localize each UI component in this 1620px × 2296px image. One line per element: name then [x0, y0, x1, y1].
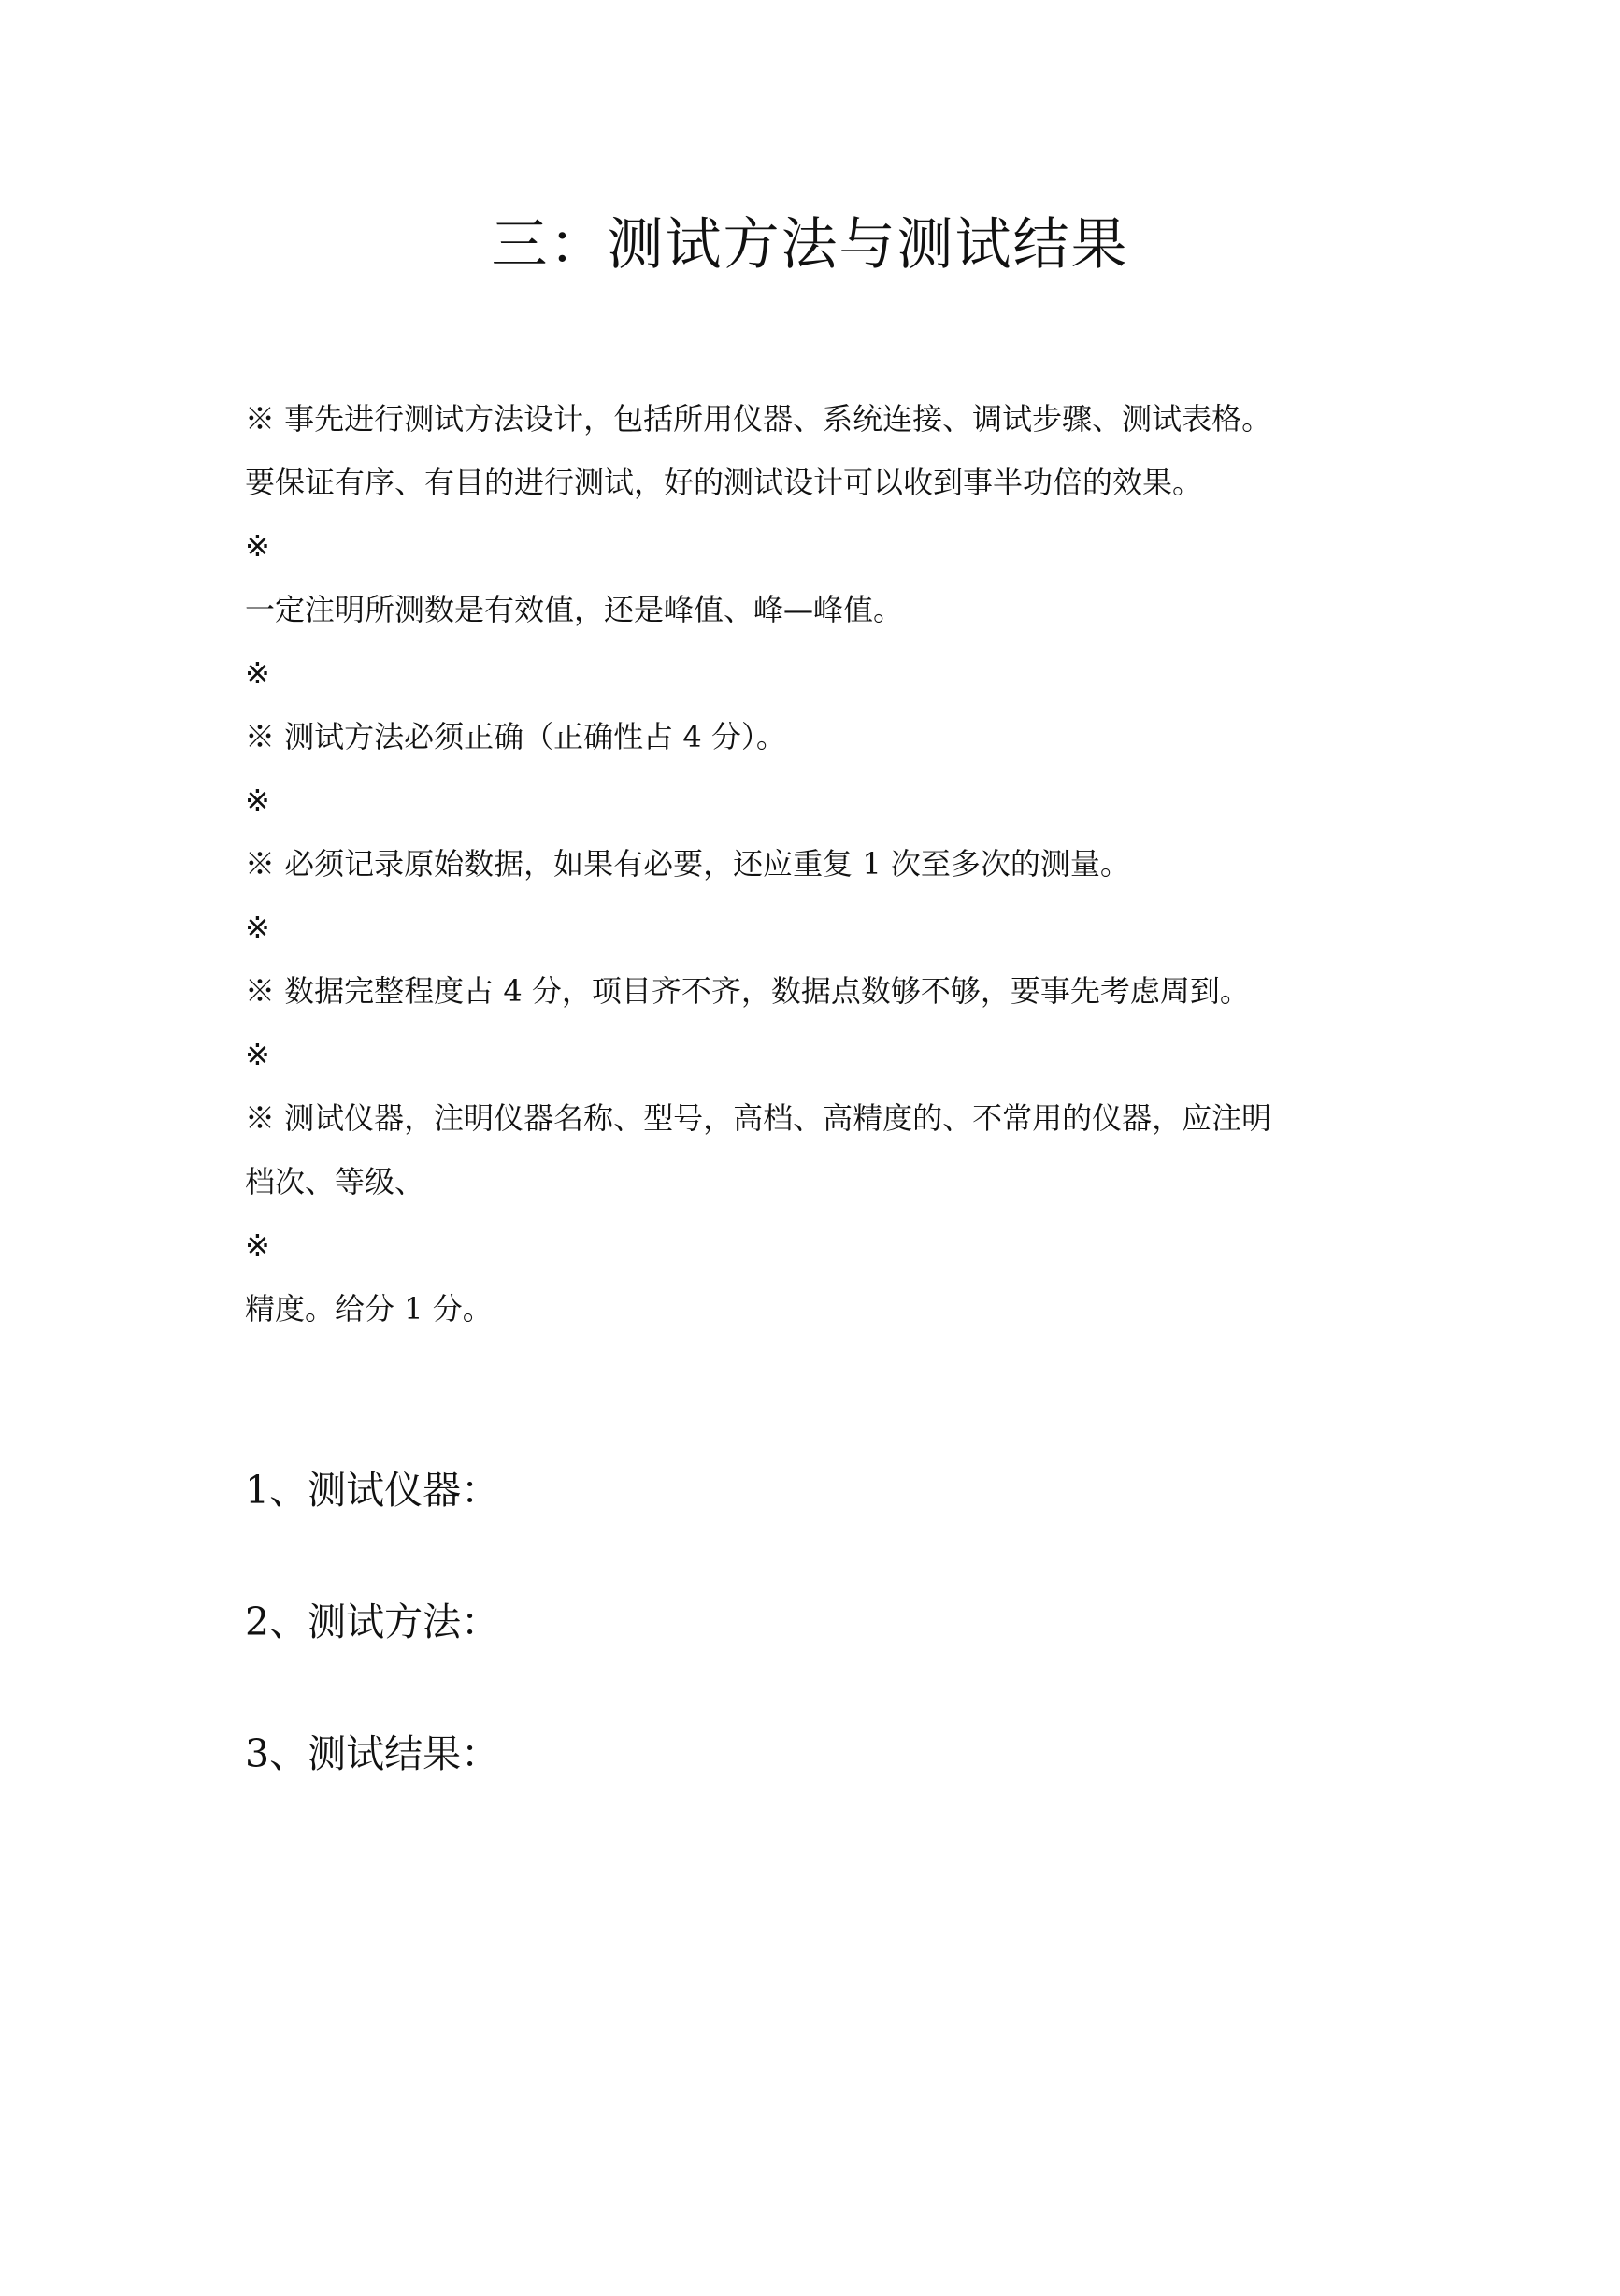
section-heading-methods: 2、测试方法：	[245, 1600, 500, 1644]
note-line: 一定注明所测数是有效值，还是峰值、峰—峰值。	[245, 592, 904, 627]
note-line: ※ 测试仪器，注明仪器名称、型号，高档、高精度的、不常用的仪器，应注明	[245, 1100, 1272, 1136]
section-heading-results: 3、测试结果：	[245, 1731, 500, 1776]
note-line: ※	[245, 1227, 270, 1263]
note-line: ※ 测试方法必须正确（正确性占 4 分）。	[245, 719, 786, 754]
note-line: ※ 必须记录原始数据，如果有必要，还应重复 1 次至多次的测量。	[245, 846, 1130, 882]
note-line: ※	[245, 782, 270, 818]
note-line: ※	[245, 910, 270, 945]
note-line: 精度。给分 1 分。	[245, 1291, 493, 1327]
note-line: ※ 数据完整程度占 4 分，项目齐不齐，数据点数够不够，要事先考虑周到。	[245, 973, 1250, 1009]
note-line: 要保证有序、有目的进行测试，好的测试设计可以收到事半功倍的效果。	[245, 465, 1203, 500]
note-line: ※	[245, 528, 270, 564]
page-title: 三：测试方法与测试结果	[491, 212, 1129, 278]
note-line: 档次、等级、	[245, 1164, 425, 1199]
section-heading-instruments: 1、测试仪器：	[245, 1468, 500, 1513]
note-line: ※ 事先进行测试方法设计，包括所用仪器、系统连接、调试步骤、测试表格。	[245, 401, 1272, 437]
note-line: ※	[245, 1037, 270, 1072]
note-line: ※	[245, 655, 270, 691]
